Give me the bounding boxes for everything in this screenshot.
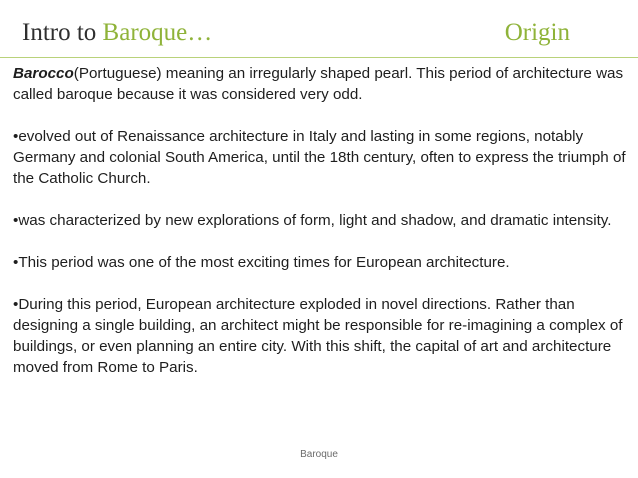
bullet-paragraph: •During this period, European architecture exploded in novel directions. Rather than designing a single building, an architect might be responsible for re-imagining a complex of buildings, or even planning an entire city. With this shift, the capital of art and architecture moved from Rome to Paris. xyxy=(13,296,623,376)
title-accent: Baroque… xyxy=(102,19,213,46)
section-label: Origin xyxy=(504,19,570,46)
intro-term: Barocco xyxy=(13,65,74,82)
bullet-paragraph: •This period was one of the most exciting times for European architecture. xyxy=(13,254,510,271)
slide-title xyxy=(22,18,212,48)
bullet-paragraph: •was characterized by new explorations of form, light and shadow, and dramatic intensity. xyxy=(13,212,612,229)
title-divider xyxy=(0,57,638,58)
intro-text: (Portuguese) meaning an irregularly shaped pearl. This period of architecture was called baroque because it was considered very odd. xyxy=(13,65,624,103)
title-row xyxy=(22,12,618,52)
intro-paragraph xyxy=(13,63,631,105)
slide-footer: Baroque xyxy=(300,449,338,460)
slide-body xyxy=(13,63,631,378)
bullet-paragraph: •evolved out of Renaissance architecture in Italy and lasting in some regions, notably Germany and colonial South America, until the 18th century, often to express the triumph of the Catholic Church. xyxy=(13,128,626,187)
title-plain: Intro to xyxy=(22,19,103,46)
